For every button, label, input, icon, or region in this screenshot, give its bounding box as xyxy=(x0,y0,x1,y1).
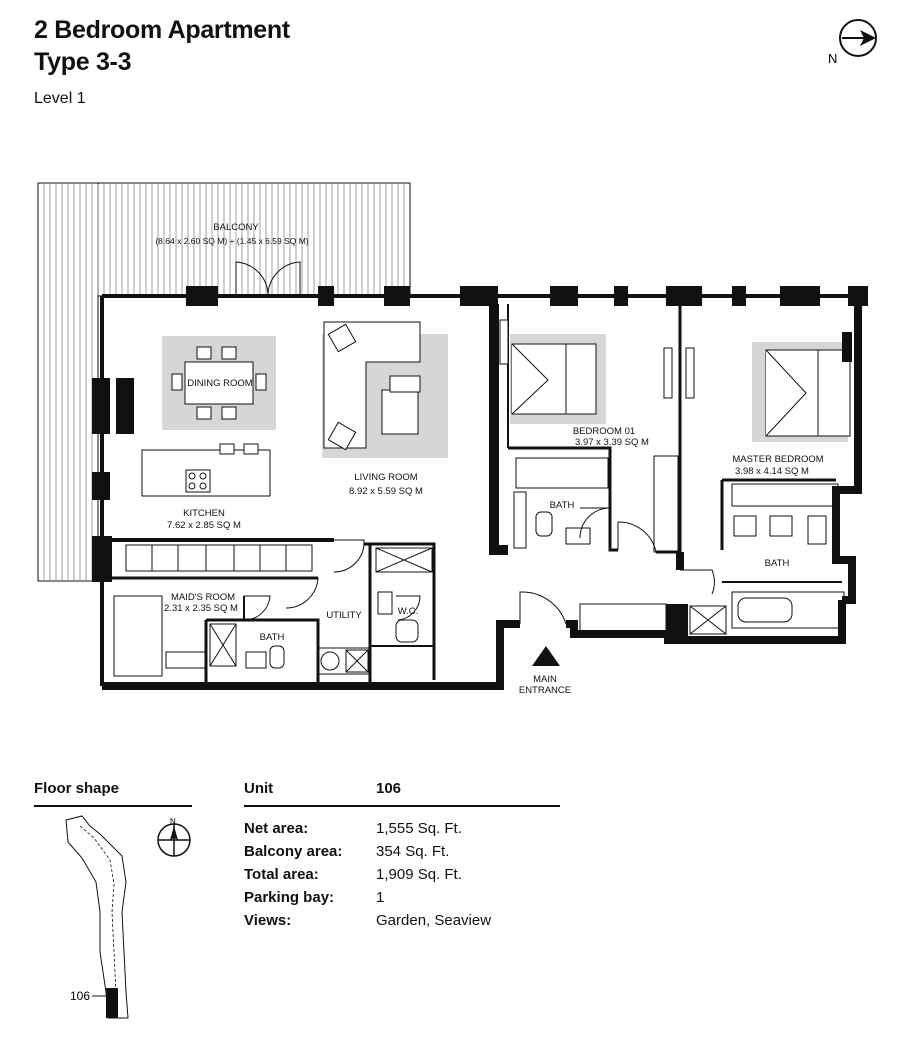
total-area-label: Total area: xyxy=(244,866,319,883)
maids-dims: 2.31 x 2.35 SQ M xyxy=(164,603,238,614)
dining-label: DINING ROOM xyxy=(187,378,253,389)
balcony-dims: (8.64 x 2.60 SQ M) + (1.45 x 6.59 SQ M) xyxy=(155,236,309,246)
living-label: LIVING ROOM xyxy=(354,472,418,483)
views-label: Views: xyxy=(244,912,292,929)
master-label: MASTER BEDROOM xyxy=(732,454,824,465)
unit-marker: 106 xyxy=(70,989,91,1003)
bed-bedroom01 xyxy=(512,344,596,414)
balcony-label: BALCONY xyxy=(213,222,259,233)
bed-maid xyxy=(114,596,162,676)
entrance-label-2: ENTRANCE xyxy=(518,685,572,696)
parking-bay-label: Parking bay: xyxy=(244,889,335,906)
kitchen-dims: 7.62 x 2.85 SQ M xyxy=(167,520,241,531)
total-area-value: 1,909 Sq. Ft. xyxy=(376,866,462,883)
title-line-1: 2 Bedroom Apartment xyxy=(34,16,290,44)
north-arrow-icon xyxy=(824,16,884,68)
unit-label: Unit xyxy=(244,780,274,797)
bath-maid-label: BATH xyxy=(259,632,285,643)
maids-label: MAID'S ROOM xyxy=(170,592,236,603)
net-area-value: 1,555 Sq. Ft. xyxy=(376,820,462,837)
unit-rule xyxy=(244,805,560,807)
master-dims: 3.98 x 4.14 SQ M xyxy=(735,466,809,477)
wc-label: W.C. xyxy=(397,606,419,617)
kitchen-island xyxy=(142,444,270,496)
floor-shape-diagram xyxy=(60,812,160,1026)
page-title xyxy=(34,14,290,78)
balcony-area-value: 354 Sq. Ft. xyxy=(376,843,450,860)
bath2-label: BATH xyxy=(764,558,790,569)
bedroom01-dims: 3.97 x 3.39 SQ M xyxy=(575,437,649,448)
entrance-label-1: MAIN xyxy=(533,674,557,685)
balcony-area-label: Balcony area: xyxy=(244,843,343,860)
bath1-label: BATH xyxy=(549,500,575,511)
north-letter: N xyxy=(828,51,838,66)
floor-shape-rule xyxy=(34,805,192,807)
net-area-label: Net area: xyxy=(244,820,309,837)
kitchen-counter xyxy=(126,545,312,571)
kitchen-label: KITCHEN xyxy=(183,508,225,519)
small-north-arrow-icon xyxy=(154,816,194,860)
utility-label: UTILITY xyxy=(326,610,362,621)
parking-bay-value: 1 xyxy=(376,889,385,906)
unit-highlight xyxy=(106,988,118,1018)
level-label: Level 1 xyxy=(34,90,86,107)
small-north-letter: N xyxy=(170,817,176,826)
living-dims: 8.92 x 5.59 SQ M xyxy=(349,486,423,497)
title-line-2: Type 3-3 xyxy=(34,48,132,76)
bed-master xyxy=(766,350,850,436)
floor-plan xyxy=(0,170,900,710)
entrance-arrow-icon xyxy=(532,646,560,666)
views-value: Garden, Seaview xyxy=(376,912,492,929)
floor-shape-title: Floor shape xyxy=(34,780,120,797)
bedroom01-label: BEDROOM 01 xyxy=(572,426,636,437)
unit-value: 106 xyxy=(376,780,402,797)
